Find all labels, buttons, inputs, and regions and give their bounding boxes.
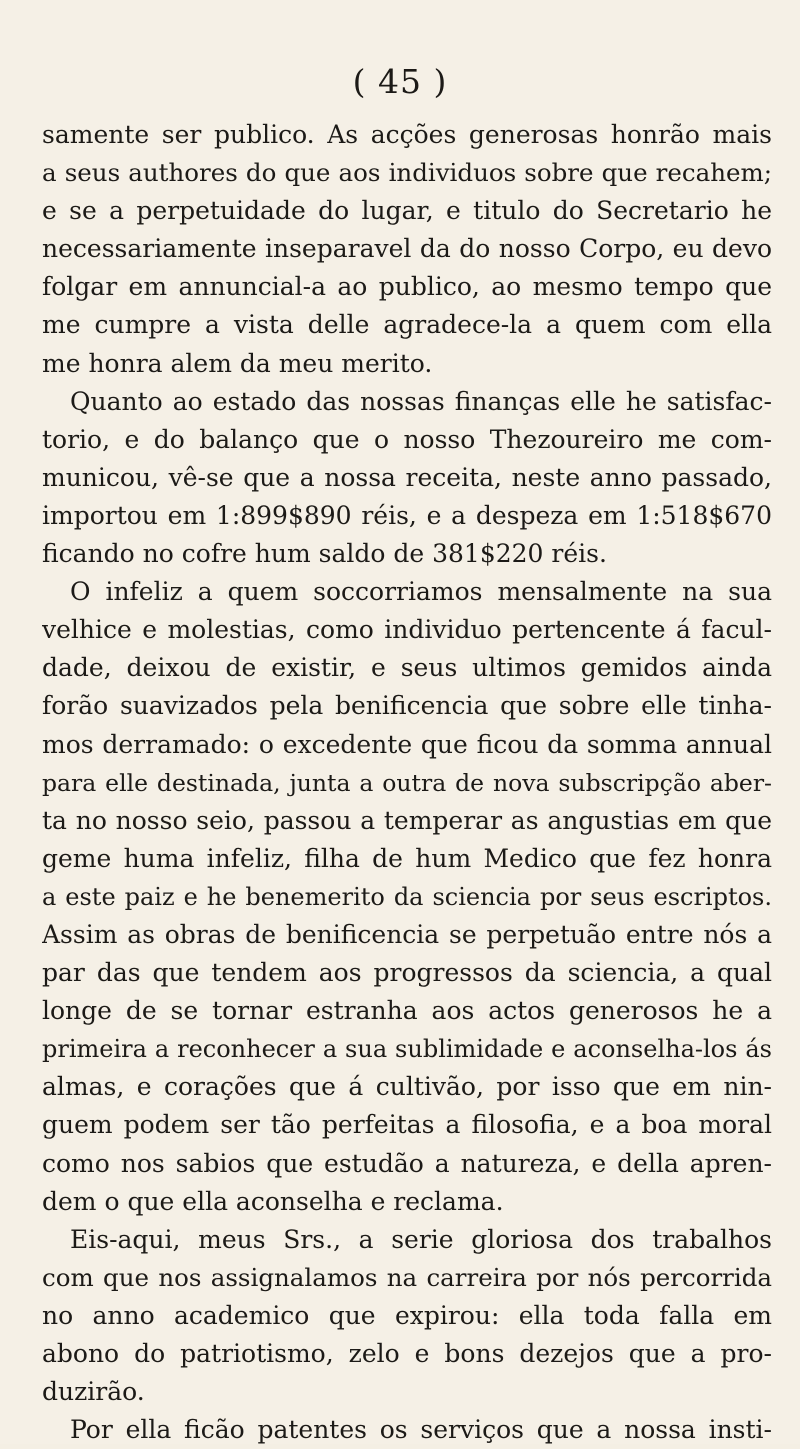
text-line: mos derramado: o excedente que ficou da somma annual [42, 729, 772, 759]
text-line: O infeliz a quem soccorriamos mensalmente na sua [70, 577, 772, 607]
text-line: almas, e corações que á cultivão, por isso que em nin- [42, 1072, 772, 1102]
text-line: me cumpre a vista delle agradece-la a quem com ella [42, 310, 772, 340]
text-line: Por ella ficão patentes os serviços que a nossa insti- [70, 1415, 772, 1445]
text-line: a seus authores do que aos individuos sobre que recahem; [42, 158, 772, 188]
text-line: como nos sabios que estudão a natureza, e della apren- [42, 1148, 772, 1178]
text-line: no anno academico que expirou: ella toda falla em [42, 1300, 772, 1330]
text-line: ficando no cofre hum saldo de 381$220 réis. [42, 539, 607, 569]
text-line: com que nos assignalamos na carreira por nós percorrida [42, 1262, 772, 1292]
text-line: Eis-aqui, meus Srs., a serie gloriosa dos trabalhos [70, 1224, 772, 1254]
text-line: Quanto ao estado das nossas finanças elle he satisfac- [70, 386, 772, 416]
text-line: ta no nosso seio, passou a temperar as angustias em que [42, 805, 772, 835]
text-line: geme huma infeliz, filha de hum Medico que fez honra [42, 843, 772, 873]
text-line: samente ser publico. As acções generosas honrão mais [42, 120, 772, 149]
text-line: duzirão. [42, 1377, 145, 1407]
text-line: me honra alem da meu merito. [42, 348, 433, 378]
text-line: importou em 1:899$890 réis, e a despeza em 1:518$670 [42, 500, 772, 530]
text-line: Assim as obras de benificencia se perpetuão entre nós a [42, 919, 772, 949]
text-line: longe de se tornar estranha aos actos generosos he a [42, 996, 772, 1026]
page-number: ( 45 ) [352, 62, 448, 101]
text-line: dade, deixou de existir, e seus ultimos gemidos ainda [42, 653, 772, 683]
text-line: par das que tendem aos progressos da sciencia, a qual [42, 958, 772, 988]
text-line: necessariamente inseparavel da do nosso Corpo, eu devo [42, 234, 772, 264]
text-line: guem podem ser tão perfeitas a filosofia, e a boa moral [42, 1110, 772, 1140]
text-line: primeira a reconhecer a sua sublimidade e aconselha-los ás [42, 1035, 772, 1064]
text-line: municou, vê-se que a nossa receita, neste anno passado, [42, 462, 772, 492]
body-text [42, 116, 772, 1449]
text-line: abono do patriotismo, zelo e bons dezejos que a pro- [42, 1339, 772, 1368]
text-line: forão suavizados pela benificencia que sobre elle tinha- [42, 691, 772, 721]
text-line: a este paiz e he benemerito da sciencia por seus escriptos. [42, 882, 772, 911]
text-line: folgar em annuncial-a ao publico, ao mesmo tempo que [42, 272, 772, 302]
text-line: para elle destinada, junta a outra de nova subscripção aber- [42, 768, 772, 797]
text-line: dem o que ella aconselha e reclama. [42, 1186, 504, 1216]
text-line: torio, e do balanço que o nosso Thezoureiro me com- [42, 424, 772, 454]
text-line: e se a perpetuidade do lugar, e titulo do Secretario he [42, 196, 772, 226]
text-line: velhice e molestias, como individuo pertencente á facul- [42, 615, 772, 645]
